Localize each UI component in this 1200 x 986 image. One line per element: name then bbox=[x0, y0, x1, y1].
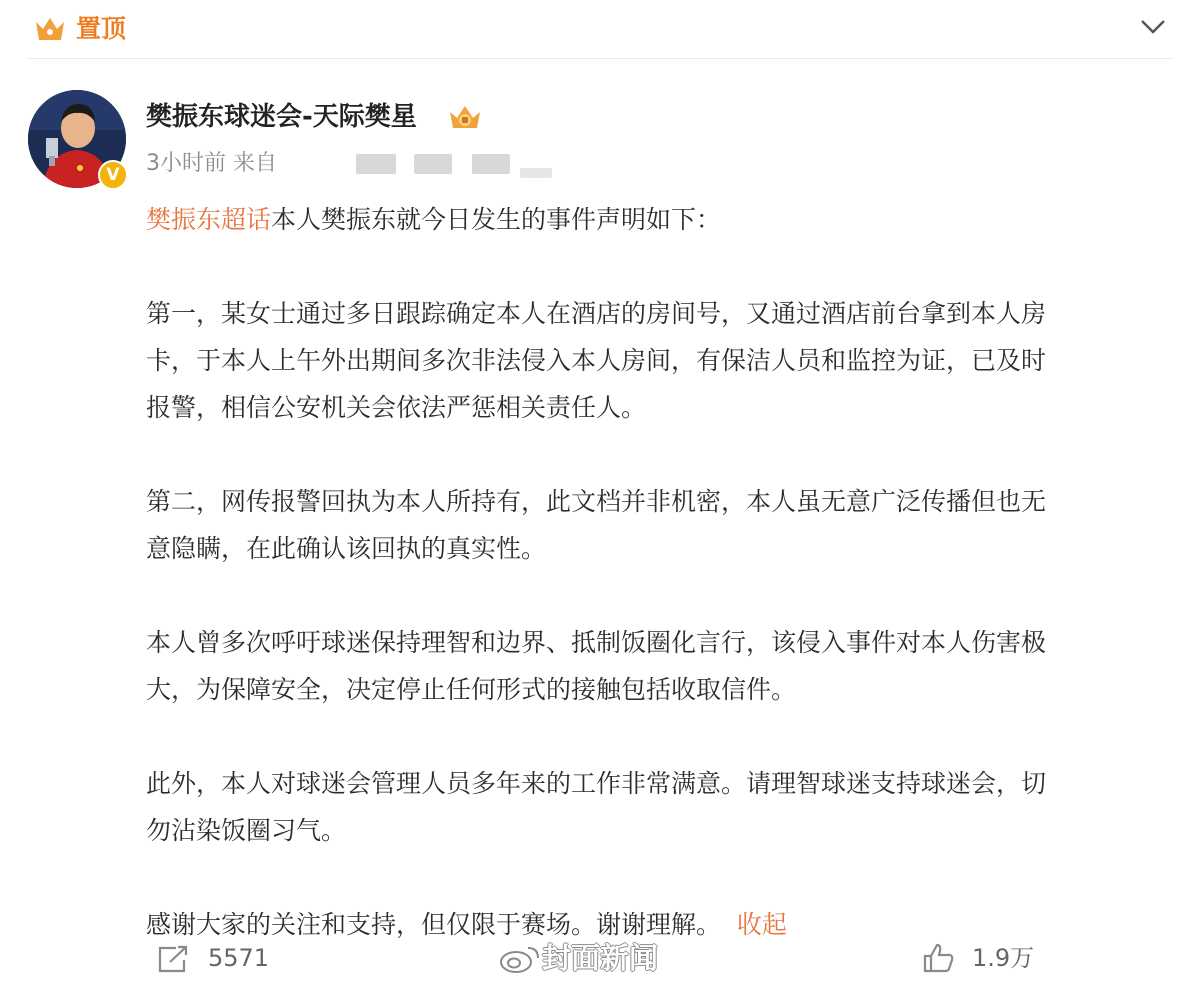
like-count[interactable]: 1.9万 bbox=[972, 944, 1035, 972]
paragraph-line: 报警，相信公安机关会依法严惩相关责任人。 bbox=[146, 393, 647, 422]
weibo-logo-icon bbox=[498, 942, 542, 974]
crown-icon bbox=[34, 14, 66, 44]
closing-line: 感谢大家的关注和支持，但仅限于赛场。谢谢理解。 bbox=[146, 910, 722, 939]
post-meta bbox=[146, 148, 277, 180]
author-name[interactable]: 樊振东球迷会-天际樊星 bbox=[146, 102, 417, 132]
post-intro-text: 本人樊振东就今日发生的事件声明如下： bbox=[271, 205, 722, 234]
post-body bbox=[146, 196, 1176, 948]
paragraph-line: 第一，某女士通过多日跟踪确定本人在酒店的房间号，又通过酒店前台拿到本人房 bbox=[146, 299, 1047, 328]
action-bar bbox=[0, 930, 1200, 986]
post-time: 3小时前 bbox=[146, 151, 226, 176]
chevron-down-icon[interactable] bbox=[1138, 14, 1168, 40]
blurred-source bbox=[414, 154, 452, 174]
pinned-label: 置顶 bbox=[76, 14, 127, 43]
paragraph-line: 意隐瞒，在此确认该回执的真实性。 bbox=[146, 534, 547, 563]
divider bbox=[26, 58, 1174, 59]
paragraph-line: 勿沾染饭圈习气。 bbox=[146, 816, 347, 845]
blurred-source bbox=[356, 154, 396, 174]
watermark-text: 封面新闻 bbox=[542, 941, 659, 975]
collapse-link[interactable]: 收起 bbox=[736, 910, 787, 939]
blurred-source bbox=[472, 154, 510, 174]
paragraph-line: 本人曾多次呼吁球迷保持理智和边界、抵制饭圈化言行，该侵入事件对本人伤害极 bbox=[146, 628, 1047, 657]
forward-icon[interactable] bbox=[156, 944, 190, 974]
paragraph-line: 此外，本人对球迷会管理人员多年来的工作非常满意。请理智球迷支持球迷会，切 bbox=[146, 769, 1047, 798]
post-intro bbox=[146, 196, 1176, 243]
source-label: 来自 bbox=[233, 151, 278, 176]
pinned-bar bbox=[0, 0, 1200, 58]
paragraph-line: 第二，网传报警回执为本人所持有，此文档并非机密，本人虽无意广泛传播但也无 bbox=[146, 487, 1047, 516]
paragraph-line: 卡，于本人上午外出期间多次非法侵入本人房间，有保洁人员和监控为证，已及时 bbox=[146, 346, 1047, 375]
paragraph-line: 大，为保障安全，决定停止任何形式的接触包括收取信件。 bbox=[146, 675, 797, 704]
blurred-source bbox=[520, 168, 552, 178]
topic-link[interactable]: 樊振东超话 bbox=[146, 205, 272, 234]
verified-badge: V bbox=[98, 160, 128, 190]
like-icon[interactable] bbox=[922, 942, 956, 974]
fan-badge-icon bbox=[446, 102, 484, 132]
forward-count[interactable]: 5571 bbox=[208, 944, 270, 972]
